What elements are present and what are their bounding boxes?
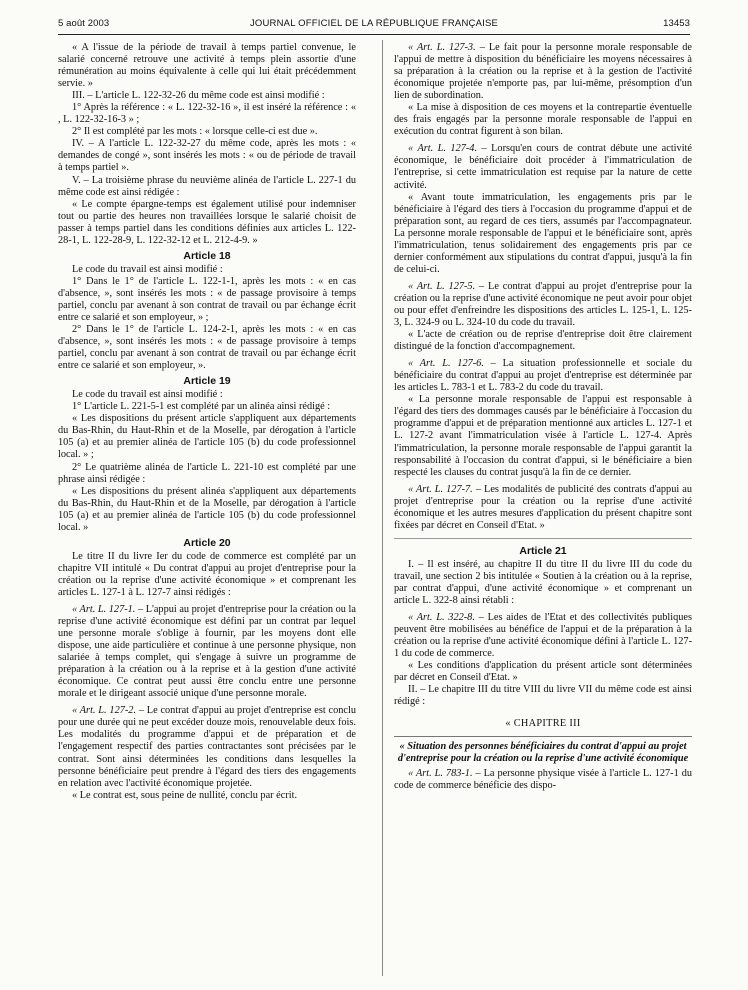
- article-19-heading: Article 19: [183, 375, 231, 388]
- paragraph: « Avant toute immatriculation, les engagements pris par le bénéficiaire à l'égard des tiers à l'occasion du programme d'appui et de préparation sont, au regard de ces tiers, assumés par l'accompagnateur. La personne morale responsable de l'appui et le bénéficiaire sont, après l'immatriculation, tenus solidairement des engagements pris par ce dernier conformément aux stipulations du contrat d'appui, jusqu'à la fin de celui-ci.: [394, 191, 692, 275]
- paragraph: IV. – A l'article L. 122-32-27 du même code, après les mots : « demandes de congé », sont insérés les mots : « ou de période de travail à temps partiel ».: [58, 138, 356, 174]
- article-text: – La personne physique visée à l'article L. 127-1 du code de commerce bénéficie des dispo-: [394, 768, 692, 792]
- paragraph: [394, 143, 692, 191]
- article-21-heading: Article 21: [519, 544, 567, 557]
- article-ref: « Art. L. 783-1.: [408, 768, 473, 780]
- paragraph: « Les dispositions du présent article s'appliquent aux départements du Bas-Rhin, du Haut-Rhin et de la Moselle, par dérogation à l'article 105 (a) et au premier alinéa de l'article 105 (b) du code professionnel local. » ;: [58, 413, 356, 461]
- article-ref: « Art. L. 127-4.: [408, 143, 478, 155]
- paragraph: III. – L'article L. 122-32-26 du même code est ainsi modifié :: [72, 90, 325, 102]
- paragraph: 2° Le quatrième alinéa de l'article L. 221-10 est complété par une phrase ainsi rédigée :: [58, 461, 356, 485]
- paragraph: « La personne morale responsable de l'appui est responsable à l'égard des tiers des dommages causés par le bénéficiaire à l'occasion du programme d'appui et de préparation mentionné aux articles L. 127-1 et L. 127-2 avant l'immatriculation visée à l'article L. 127-4. Après l'immatriculation, la personne morale responsable de l'appui garantit la responsabilité à l'occasion du contrat d'appui, si le bénéficiaire a bien respecté les clauses du contrat jusqu'à la fin de ce dernier.: [394, 394, 692, 478]
- paragraph: [58, 705, 356, 789]
- article-ref: « Art. L. 127-7.: [408, 483, 473, 495]
- article-text: – Le fait pour la personne morale responsable de l'appui de mettre à disposition du bénéficiaire les moyens nécessaires à sa préparation à la création ou la reprise et à la gestion de l'activité économique projetée n'emporte pas, par lui-même, présomption d'un lien de subordination.: [394, 42, 692, 102]
- paragraph: 2° Il est complété par les mots : « lorsque celle-ci est due ».: [72, 126, 318, 138]
- article-text: – Les modalités de publicité des contrats d'appui au projet d'entreprise pour la création ou la reprise d'une activité économique et les autres mesures d'application du présent chapitre sont fixées par décret en Conseil d'Etat. »: [394, 483, 692, 531]
- article-text: – L'appui au projet d'entreprise pour la création ou la reprise d'une activité économique est défini par un contrat par lequel une personne morale s'oblige à fournir, par les moyens dont elle dispose, une aide particulière et continue à une personne physique, non salariée à temps complet, qui s'engage à suivre un programme de préparation à la création ou à la reprise et à la gestion d'une activité économique. Ce contrat peut aussi être conclu entre une personne morale et le dirigeant associé unique d'une personne morale.: [58, 603, 356, 700]
- paragraph: II. – Le chapitre III du titre VIII du livre VII du même code est ainsi rédigé :: [394, 684, 692, 708]
- article-separator: [394, 538, 692, 539]
- chapter-heading: « CHAPITRE III: [505, 718, 581, 730]
- paragraph: 2° Dans le 1° de l'article L. 124-2-1, après les mots : « en cas d'absence, », sont insérés les mots : « de passage provisoire à temps partiel, conclu par avenant à son contrat de travail ou par échange écrit entre ce salarié et son employeur, ».: [58, 324, 356, 372]
- article-ref: « Art. L. 127-3.: [408, 42, 476, 53]
- left-column: [58, 42, 356, 802]
- article-text: – Le contrat d'appui au projet d'entreprise est conclu pour une durée qui ne peut excéder douze mois, renouvelable deux fois. Les modalités du programme d'appui et de préparation et de l'engagement respectif des parties contractantes sont précisées par le contrat. Sont ainsi déterminées les conditions dans lesquelles la personne bénéficiaire peut prendre à l'égard des tiers des engagements en relation avec l'activité économique projetée.: [58, 705, 356, 789]
- article-ref: « Art. L. 127-2.: [72, 705, 137, 717]
- article-18-heading: Article 18: [183, 249, 231, 262]
- journal-title: JOURNAL OFFICIEL DE LA RÉPUBLIQUE FRANÇAISE: [249, 18, 499, 29]
- paragraph: [394, 768, 692, 792]
- column-divider: [382, 40, 383, 976]
- paragraph: [394, 612, 692, 660]
- paragraph: « Le compte épargne-temps est également utilisé pour indemniser tout ou partie des heures non travaillées lorsque le salarié choisit de passer à temps partiel dans les conditions définies aux articles L. 122-28-1, L. 122-28-9, L. 122-32-12 et L. 212-4-9. »: [58, 198, 356, 246]
- issue-date: 5 août 2003: [58, 18, 110, 29]
- page-number: 13453: [663, 18, 690, 29]
- article-text: – Lorsqu'en cours de contrat débute une activité économique, le bénéficiaire doit procéder à l'immatriculation de l'entreprise, si cette immatriculation est requise par la nature de cette activité.: [394, 143, 692, 191]
- paragraph: « L'acte de création ou de reprise d'entreprise doit être clairement distingué de la fonction d'accompagnement.: [394, 329, 692, 353]
- article-text: – Le contrat d'appui au projet d'entreprise pour la création ou la reprise d'une activité économique ne peut avoir pour objet ou pour effet d'enfreindre les dispositions des articles L. 125-1, L. 125-3, L. 324-9 ou L. 324-10 du code du travail.: [394, 280, 692, 329]
- paragraph: [58, 604, 356, 700]
- article-ref: « Art. L. 127-6.: [408, 358, 484, 370]
- paragraph: 1° Dans le 1° de l'article L. 122-1-1, après les mots : « en cas d'absence, », sont insérés les mots : « de passage provisoire à temps partiel, conclu par avenant à son contrat de travail ou par échange écrit entre ce salarié et son employeur, » ;: [58, 275, 356, 323]
- paragraph: V. – La troisième phrase du neuvième alinéa de l'article L. 227-1 du même code est ainsi rédigée :: [58, 174, 356, 198]
- paragraph: Le code du travail est ainsi modifié :: [72, 263, 223, 275]
- paragraph: Le titre II du livre Ier du code de commerce est complété par un chapitre VII intitulé « Du contrat d'appui au projet d'entreprise pour la création ou la reprise d'une activité économique » et comprenant les articles L. 127-1 à L. 127-7 ainsi rédigés :: [58, 550, 356, 598]
- article-20-heading: Article 20: [183, 536, 231, 549]
- article-text: – La situation professionnelle et sociale du bénéficiaire du contrat d'appui au projet d'entreprise est déterminée par les articles L. 783-1 et L. 783-2 du code du travail.: [394, 358, 692, 394]
- paragraph: « La mise à disposition de ces moyens et la contrepartie éventuelle des frais engagés par la personne morale responsable de l'appui en exécution du contrat figurent à son bilan.: [394, 102, 692, 138]
- section-heading: « Situation des personnes bénéficiaires du contrat d'appui au projet d'entreprise pour la création ou la reprise d'une activité économique: [394, 736, 692, 765]
- article-text: – Les aides de l'Etat et des collectivités publiques peuvent être mobilisées au bénéfice de l'appui et de la préparation à la création ou la reprise d'une activité économique défini à l'article L. 127-1 du code de commerce.: [394, 612, 692, 660]
- header-rule: [58, 34, 690, 35]
- paragraph: « Le contrat est, sous peine de nullité, conclu par écrit.: [72, 789, 298, 801]
- page-header: [58, 18, 690, 34]
- paragraph: [394, 281, 692, 329]
- paragraph: 1° L'article L. 221-5-1 est complété par un alinéa ainsi rédigé :: [72, 401, 331, 413]
- right-column: [394, 42, 692, 793]
- paragraph: [394, 358, 692, 394]
- paragraph: « Les conditions d'application du présent article sont déterminées par décret en Conseil d'Etat. »: [394, 660, 692, 684]
- paragraph: I. – Il est inséré, au chapitre II du titre II du livre III du code du travail, une section 2 bis intitulée « Soutien à la création ou à la reprise, par contrat d'appui, d'une activité économique » et comprenant un article L. 322-8 ainsi rétabli :: [394, 558, 692, 606]
- paragraph: Le code du travail est ainsi modifié :: [72, 389, 223, 401]
- paragraph: [394, 42, 692, 102]
- paragraph: « A l'issue de la période de travail à temps partiel convenue, le salarié concerné retrouve une activité à temps plein assortie d'une rémunération au moins équivalente à celle qui lui était précédemment servie. »: [58, 42, 356, 90]
- article-ref: « Art. L. 322-8.: [408, 612, 475, 624]
- paragraph: « Les dispositions du présent alinéa s'appliquent aux départements du Bas-Rhin, du Haut-Rhin et de la Moselle, par dérogation à l'article 105 (a) et au premier alinéa de l'article 105 (b) du code professionnel local. »: [58, 485, 356, 533]
- paragraph: 1° Après la référence : « L. 122-32-16 », il est inséré la référence : « , L. 122-32-16-3 » ;: [58, 102, 356, 126]
- paragraph: [394, 484, 692, 532]
- article-ref: « Art. L. 127-5.: [408, 280, 476, 292]
- article-ref: « Art. L. 127-1.: [72, 603, 136, 615]
